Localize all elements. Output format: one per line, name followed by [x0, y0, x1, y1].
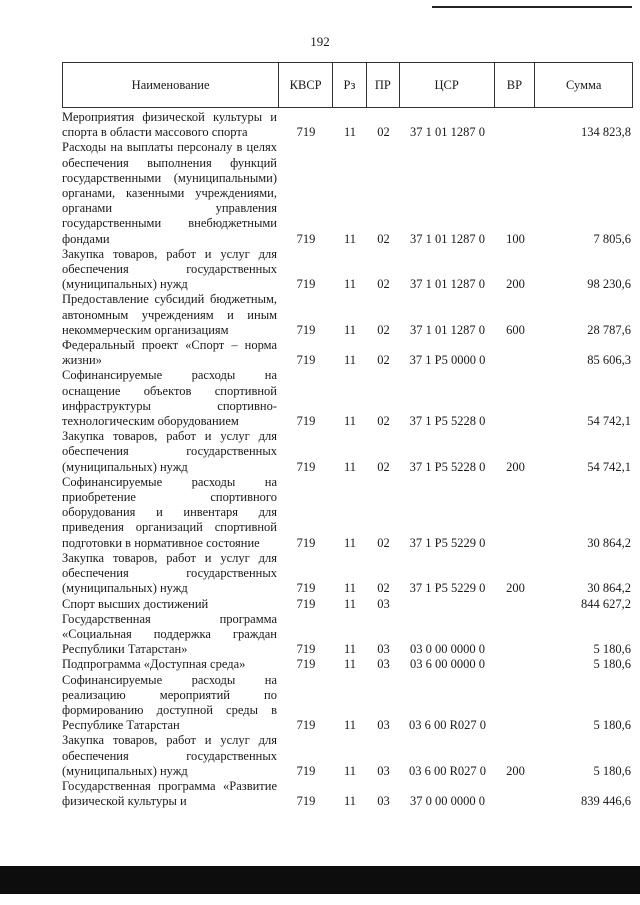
row-kvsr: 719 — [296, 353, 316, 368]
row-kvsr: 719 — [296, 414, 316, 429]
row-name: Федеральный проект «Спорт – норма жизни» — [62, 338, 277, 368]
row-name: Закупка товаров, работ и услуг для обеспечения государственных (муниципальных) нужд — [62, 733, 277, 778]
row-pr: 03 — [377, 718, 390, 733]
row-sum: 5 180,6 — [593, 718, 631, 733]
row-sum: 844 627,2 — [581, 596, 631, 611]
row-vr: 600 — [506, 322, 525, 337]
header-sum: Сумма — [565, 77, 602, 92]
row-pr: 02 — [377, 322, 390, 337]
row-vr: 100 — [506, 231, 525, 246]
row-pr: 03 — [377, 596, 390, 611]
scan-edge-bar — [0, 866, 640, 894]
row-pr: 02 — [377, 277, 390, 292]
header-kvsr: КВСР — [279, 63, 333, 107]
row-csr: 37 1 01 1287 0 — [410, 277, 485, 292]
row-kvsr: 719 — [296, 794, 316, 809]
row-name: Закупка товаров, работ и услуг для обеспечения государственных (муниципальных) нужд — [62, 550, 277, 596]
row-csr: 03 0 00 0000 0 — [410, 642, 485, 657]
row-name: Подпрограмма «Доступная среда» — [62, 657, 246, 672]
row-csr: 03 6 00 0000 0 — [410, 657, 485, 672]
row-csr: 37 1 01 1287 0 — [410, 125, 485, 140]
row-rz: 11 — [343, 353, 357, 368]
row-csr: 37 1 P5 0000 0 — [409, 353, 486, 368]
row-name: Закупка товаров, работ и услуг для обеспечения государственных (муниципальных) нужд — [62, 429, 277, 474]
row-kvsr: 719 — [296, 596, 316, 611]
row-sum: 28 787,6 — [587, 322, 631, 337]
row-name: Государственная программа «Развитие физической культуры и — [62, 778, 277, 809]
row-pr: 03 — [377, 642, 390, 657]
header-name: Наименование — [63, 63, 279, 107]
row-pr: 03 — [377, 763, 390, 778]
row-kvsr: 719 — [296, 322, 316, 337]
table-row — [62, 551, 633, 597]
table-row — [62, 779, 633, 809]
header-vr: ВР — [495, 63, 536, 107]
row-csr: 03 6 00 R027 0 — [408, 718, 487, 733]
header-rz: Рз — [333, 63, 367, 107]
row-name: Мероприятия физической культуры и спорта в области массового спорта — [62, 110, 277, 140]
table-row — [62, 292, 633, 338]
table-row — [62, 368, 633, 429]
row-pr: 02 — [377, 414, 390, 429]
row-rz: 11 — [343, 231, 357, 246]
header-csr: ЦСР — [400, 63, 495, 107]
row-name: Спорт высших достижений — [62, 596, 209, 611]
row-pr: 02 — [377, 231, 390, 246]
row-kvsr: 719 — [296, 277, 316, 292]
row-sum: 30 864,2 — [587, 535, 631, 550]
row-csr: 03 6 00 R027 0 — [408, 763, 487, 778]
row-kvsr: 719 — [296, 642, 316, 657]
row-pr: 02 — [377, 353, 390, 368]
table-row — [62, 673, 633, 734]
row-name: Государственная программа «Социальная поддержка граждан Республики Татарстан» — [62, 611, 277, 657]
row-rz: 11 — [343, 763, 357, 778]
row-name: Софинансируемые расходы на реализацию мероприятий по формированию доступной среды в Республике Татарстан — [62, 672, 277, 733]
row-sum: 839 446,6 — [581, 794, 631, 809]
table-row — [62, 597, 633, 612]
row-csr: 37 1 P5 5228 0 — [409, 414, 486, 429]
table-row — [62, 429, 633, 475]
row-pr: 02 — [377, 535, 390, 550]
row-csr: 37 1 P5 5229 0 — [409, 535, 486, 550]
header-pr: ПР — [367, 63, 400, 107]
row-vr: 200 — [506, 581, 525, 596]
row-kvsr: 719 — [296, 535, 316, 550]
row-name: Предоставление субсидий бюджетным, автономным учреждениям и иным некоммерческим организациям — [62, 292, 277, 337]
row-rz: 11 — [343, 657, 357, 672]
row-name: Расходы на выплаты персоналу в целях обеспечения выполнения функций государственными (муниципальными) органами, казенными учреждениями, органами управления государственными внебюджетными фондами — [62, 140, 277, 246]
row-sum: 54 742,1 — [587, 459, 631, 474]
table-row — [62, 657, 633, 672]
row-kvsr: 719 — [296, 581, 316, 596]
row-pr: 02 — [377, 581, 390, 596]
page-number: 192 — [310, 34, 330, 49]
row-sum: 98 230,6 — [587, 277, 631, 292]
row-csr: 37 1 01 1287 0 — [410, 231, 485, 246]
table-row — [62, 338, 633, 368]
row-sum: 5 180,6 — [593, 657, 631, 672]
row-pr: 03 — [377, 794, 390, 809]
row-sum: 5 180,6 — [593, 642, 631, 657]
row-name: Софинансируемые расходы на приобретение спортивного оборудования и инвентаря для приведения организаций спортивной подготовки в нормативное состояние — [62, 474, 277, 550]
table-row — [62, 110, 633, 140]
row-name: Закупка товаров, работ и услуг для обеспечения государственных (муниципальных) нужд — [62, 246, 277, 292]
row-sum: 5 180,6 — [593, 763, 631, 778]
row-kvsr: 719 — [296, 763, 316, 778]
row-name: Софинансируемые расходы на оснащение объектов спортивной инфраструктуры спортивно-технологическим оборудованием — [62, 368, 277, 429]
row-sum: 30 864,2 — [587, 581, 631, 596]
table-row — [62, 612, 633, 658]
table-body — [62, 110, 633, 809]
row-rz: 11 — [343, 581, 357, 596]
row-vr: 200 — [506, 459, 525, 474]
row-csr: 37 1 P5 5228 0 — [409, 459, 486, 474]
table-row — [62, 733, 633, 779]
row-pr: 02 — [377, 459, 390, 474]
row-sum: 7 805,6 — [593, 231, 631, 246]
row-csr: 37 0 00 0000 0 — [410, 794, 485, 809]
row-vr: 200 — [506, 277, 525, 292]
table-row — [62, 247, 633, 293]
row-rz: 11 — [343, 277, 357, 292]
row-rz: 11 — [343, 125, 357, 140]
row-rz: 11 — [343, 718, 357, 733]
row-sum: 54 742,1 — [587, 414, 631, 429]
row-kvsr: 719 — [296, 657, 316, 672]
top-rule — [432, 6, 632, 8]
row-kvsr: 719 — [296, 231, 316, 246]
row-kvsr: 719 — [296, 125, 316, 140]
row-sum: 134 823,8 — [581, 125, 631, 140]
row-csr: 37 1 P5 5229 0 — [409, 581, 486, 596]
table-row — [62, 475, 633, 551]
row-kvsr: 719 — [296, 718, 316, 733]
row-rz: 11 — [343, 596, 357, 611]
row-rz: 11 — [343, 459, 357, 474]
row-rz: 11 — [343, 535, 357, 550]
row-rz: 11 — [343, 794, 357, 809]
row-pr: 03 — [377, 657, 390, 672]
row-kvsr: 719 — [296, 459, 316, 474]
row-rz: 11 — [343, 322, 357, 337]
row-csr: 37 1 01 1287 0 — [410, 322, 485, 337]
row-rz: 11 — [343, 414, 357, 429]
row-sum: 85 606,3 — [587, 353, 631, 368]
table-header — [62, 62, 633, 108]
row-pr: 02 — [377, 125, 390, 140]
table-row — [62, 140, 633, 246]
row-vr: 200 — [506, 763, 525, 778]
row-rz: 11 — [343, 642, 357, 657]
